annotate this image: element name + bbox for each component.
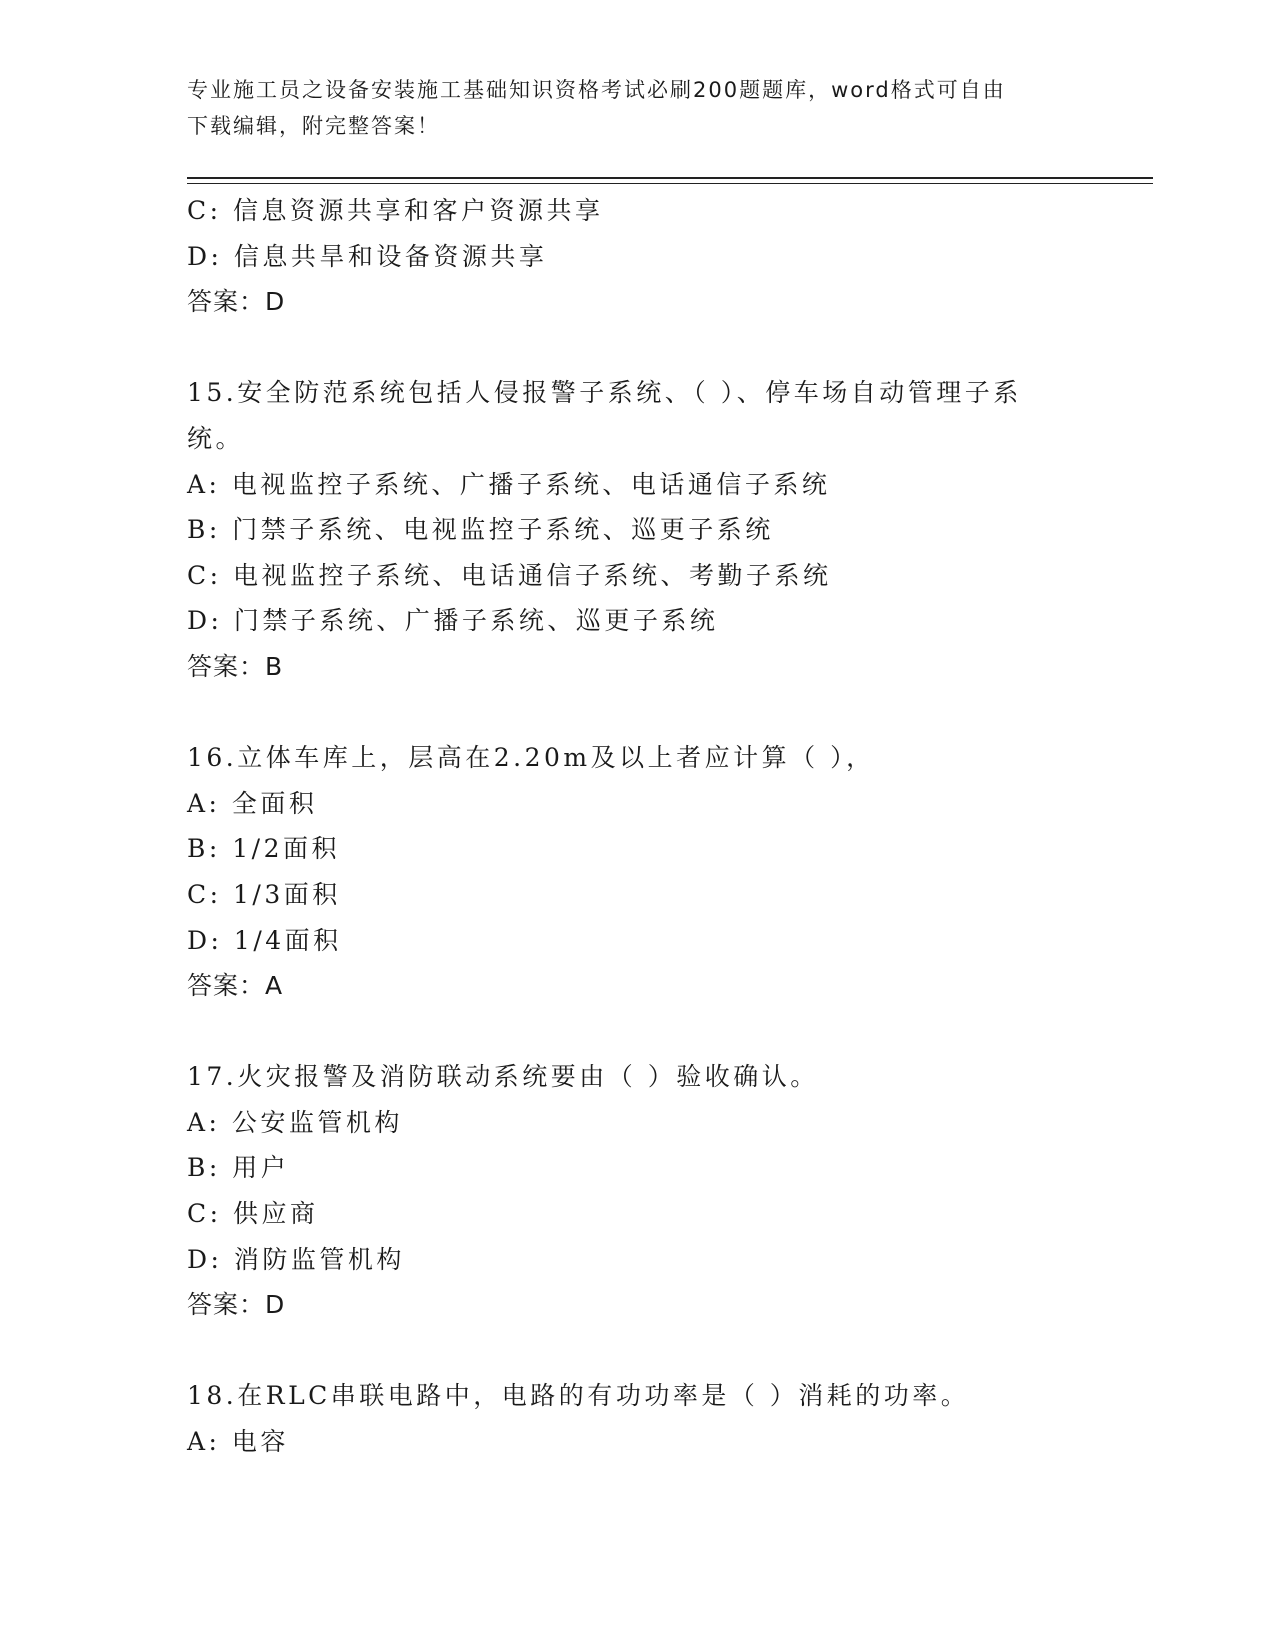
question-text-line-1: 18.在RLC串联电路中，电路的有功功率是（ ）消耗的功率。: [187, 1381, 970, 1411]
header-title-line-2: 下载编辑，附完整答案！: [187, 114, 440, 138]
option-b: B: 门禁子系统、电视监控子系统、巡更子系统: [187, 515, 774, 545]
option-d: D: 1/4面积: [187, 925, 342, 955]
header-title-line-1: 专业施工员之设备安装施工基础知识资格考试必刷200题题库，word格式可自由: [187, 78, 1006, 102]
question-block-16: [187, 735, 1147, 1009]
question-text-line-1: 17.火灾报警及消防联动系统要由（ ）验收确认。: [187, 1062, 819, 1092]
option-c: C: 1/3面积: [187, 879, 341, 909]
option-c: C: 供应商: [187, 1199, 319, 1229]
answer-line: 答案：A: [187, 971, 284, 1001]
option-a: A: 电视监控子系统、广播子系统、电话通信子系统: [187, 469, 831, 499]
spacer: [187, 1009, 1147, 1055]
spacer: [187, 325, 1147, 371]
question-block-15: [187, 370, 1147, 689]
option-d: D: 门禁子系统、广播子系统、巡更子系统: [187, 606, 719, 636]
question-text-line-2: 统。: [187, 423, 245, 453]
header-divider-thick: [187, 177, 1153, 179]
header-divider-thin: [187, 183, 1153, 184]
option-d: D: 信息共旱和设备资源共享: [187, 241, 548, 271]
answer-line: 答案：B: [187, 651, 284, 681]
option-d: D: 消防监管机构: [187, 1244, 405, 1274]
option-b: B: 1/2面积: [187, 834, 340, 864]
spacer: [187, 690, 1147, 736]
option-a: A: 全面积: [187, 788, 318, 818]
option-c: C: 电视监控子系统、电话通信子系统、考勤子系统: [187, 560, 832, 590]
page-header: [187, 72, 1067, 144]
option-c: C: 信息资源共享和客户资源共享: [187, 196, 604, 225]
answer-line: 答案：D: [187, 1290, 286, 1320]
question-text-line-1: 15.安全防范系统包括人侵报警子系统、（ ）、停车场自动管理子系: [187, 378, 1022, 408]
option-a: A: 公安监管机构: [187, 1107, 403, 1137]
option-b: B: 用户: [187, 1153, 290, 1183]
question-text-line-1: 16.立体车库上，层高在2.20m及以上者应计算（ ），: [187, 743, 875, 773]
question-block-18: [187, 1373, 1147, 1464]
option-a: A: 电容: [187, 1427, 289, 1457]
question-block-17: [187, 1054, 1147, 1328]
spacer: [187, 1328, 1147, 1374]
question-block-14: [187, 188, 1147, 325]
question-list: [187, 188, 1147, 1465]
answer-line: 答案：D: [187, 287, 286, 317]
